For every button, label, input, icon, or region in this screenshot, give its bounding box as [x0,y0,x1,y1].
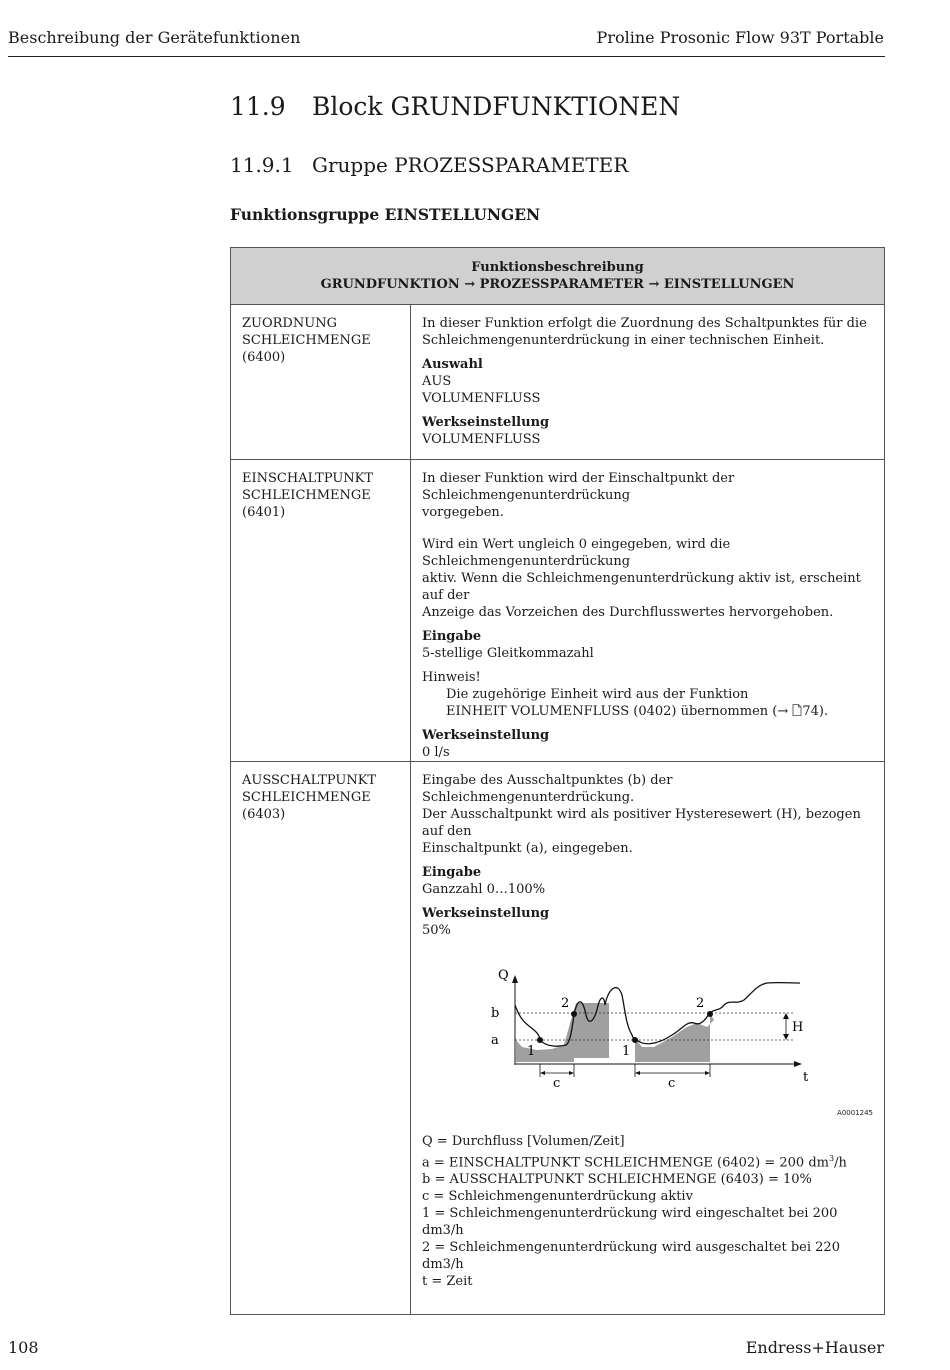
description-line: In dieser Funktion erfolgt die Zuordnung des Schaltpunktes für die [422,316,867,331]
hysteresis-arrow-up [783,1013,789,1019]
selection-option: AUS [422,374,452,389]
legend-superscript: 3 [829,1154,835,1163]
running-header-left: Beschreibung der Gerätefunktionen [8,28,301,47]
function-name-line: SCHLEICHMENGE (6401) [242,488,371,520]
section-heading [230,92,680,121]
level-label-b: b [491,1006,500,1021]
selection-label: Auswahl [422,357,483,372]
legend-text: /h [834,1155,847,1171]
note-line [422,703,873,720]
description-line: Einschaltpunkt (a), eingegeben. [422,841,633,856]
switch-off-point-1 [571,1011,577,1017]
legend-text: a = EINSCHALTPUNKT SCHLEICHMENGE (6402) = 200 dm [422,1155,829,1171]
hysteresis-figure [422,965,873,1115]
section-title: Block GRUNDFUNKTIONEN [312,92,681,121]
description-line: Der Ausschaltpunkt wird als positiver Hysteresewert (H), bezogen auf den [422,807,861,839]
suppression-area-2-shape [635,1013,714,1062]
function-name-line: (6403) [242,807,286,822]
default-label: Werkseinstellung [422,906,550,921]
note-title: Hinweis! [422,670,481,685]
table-header-line2: GRUNDFUNKTION → PROZESSPARAMETER → EINSTELLUNGEN [320,277,795,292]
legend-line: c = Schleichmengenunterdrückung aktiv [422,1189,693,1205]
running-header-right: Proline Prosonic Flow 93T Portable [596,28,884,47]
axis-label-t: t [803,1070,809,1085]
description-line: vorgegeben. [422,505,504,520]
input-value: Ganzzahl 0…100% [422,882,546,897]
page-number: 108 [8,1338,39,1357]
description-line: Eingabe des Ausschaltpunktes (b) der Schleichmengenunterdrückung. [422,773,673,805]
input-value: 5-stellige Gleitkommazahl [422,646,594,661]
point-label-2: 2 [561,996,570,1011]
description-line: Wird ein Wert ungleich 0 eingegeben, wird die Schleichmengenunterdrückung [422,537,731,569]
legend-line: 2 = Schleichmengenunterdrückung wird ausgeschaltet bei 220 dm3/h [422,1240,840,1273]
function-name-cell [231,305,411,460]
switch-off-point-2 [707,1011,713,1017]
c-span-1-arrow-right [569,1071,574,1075]
subsection-heading [230,153,628,177]
table-row [231,460,885,762]
flow-curve [515,983,800,1047]
function-name-cell [231,762,411,1315]
figure-legend [422,1133,873,1290]
default-value: 50% [422,923,451,938]
hysteresis-label-h: H [792,1020,804,1035]
y-axis-arrow [512,975,518,983]
function-name-line: EINSCHALTPUNKT [242,471,374,486]
point-label-1: 1 [527,1044,536,1059]
hysteresis-diagram [482,965,882,1105]
level-label-a: a [491,1033,499,1048]
description-line: In dieser Funktion wird der Einschaltpunkt der Schleichmengenunterdrückung [422,471,735,503]
span-label-c: c [668,1076,676,1091]
description-line: aktiv. Wenn die Schleichmengenunterdrückung aktiv ist, erscheint auf der [422,571,861,603]
table-row [231,762,885,1315]
selection-option: VOLUMENFLUSS [422,391,541,406]
note-reference-page[interactable]: 74). [802,704,829,719]
c-span-1-arrow-left [540,1071,545,1075]
footer-brand: Endress+Hauser [745,1338,884,1357]
function-name-line: (6400) [242,350,286,365]
function-description-cell [411,762,885,1315]
function-name-line: SCHLEICHMENGE [242,790,371,805]
header-rule [8,56,885,57]
legend-line: b = AUSSCHALTPUNKT SCHLEICHMENGE (6403) = 10% [422,1172,812,1188]
description-line: Anzeige das Vorzeichen des Durchflusswertes hervorgehoben. [422,605,834,620]
function-name-line: SCHLEICHMENGE [242,333,371,348]
input-label: Eingabe [422,629,482,644]
legend-line: Q = Durchfluss [Volumen/Zeit] [422,1134,625,1149]
switch-on-point-2 [632,1037,638,1043]
input-label: Eingabe [422,865,482,880]
section-number: 11.9 [230,92,286,121]
default-label: Werkseinstellung [422,415,550,430]
subsection-number: 11.9.1 [230,153,294,177]
default-label: Werkseinstellung [422,728,550,743]
default-value: VOLUMENFLUSS [422,432,541,447]
paragraph-gap [422,521,873,536]
span-label-c: c [553,1076,561,1091]
legend-line: 1 = Schleichmengenunterdrückung wird eingeschaltet bei 200 dm3/h [422,1206,838,1239]
point-label-2: 2 [696,996,705,1011]
function-name-line: AUSSCHALTPUNKT [242,773,377,788]
figure-code: A0001245 [837,1109,873,1117]
default-value: 0 l/s [422,745,450,760]
c-span-2-arrow-right [705,1071,710,1075]
page-reference-icon [792,704,802,716]
c-span-2-arrow-left [635,1071,640,1075]
note-line: Die zugehörige Einheit wird aus der Funktion [446,687,749,702]
subsection-title: Gruppe PROZESSPARAMETER [312,153,629,177]
function-name-cell [231,460,411,762]
table-row [231,305,885,460]
function-name-line: ZUORDNUNG [242,316,337,331]
group-title: Funktionsgruppe EINSTELLUNGEN [230,205,541,224]
switch-on-point-1 [537,1037,543,1043]
x-axis-arrow [794,1061,802,1067]
table-header-row [231,248,885,305]
table-header [231,248,885,305]
axis-label-q: Q [498,968,509,983]
table-header-line1: Funktionsbeschreibung [471,260,644,275]
legend-line [422,1150,873,1171]
point-label-1: 1 [622,1044,631,1059]
description-line: Schleichmengenunterdrückung in einer technischen Einheit. [422,333,825,348]
function-description-cell [411,305,885,460]
function-table [230,247,885,1315]
note-reference-text: EINHEIT VOLUMENFLUSS (0402) übernommen (→ [446,704,789,719]
note-block [422,669,873,720]
function-description-cell [411,460,885,762]
hysteresis-arrow-down [783,1034,789,1040]
legend-line: t = Zeit [422,1274,473,1290]
